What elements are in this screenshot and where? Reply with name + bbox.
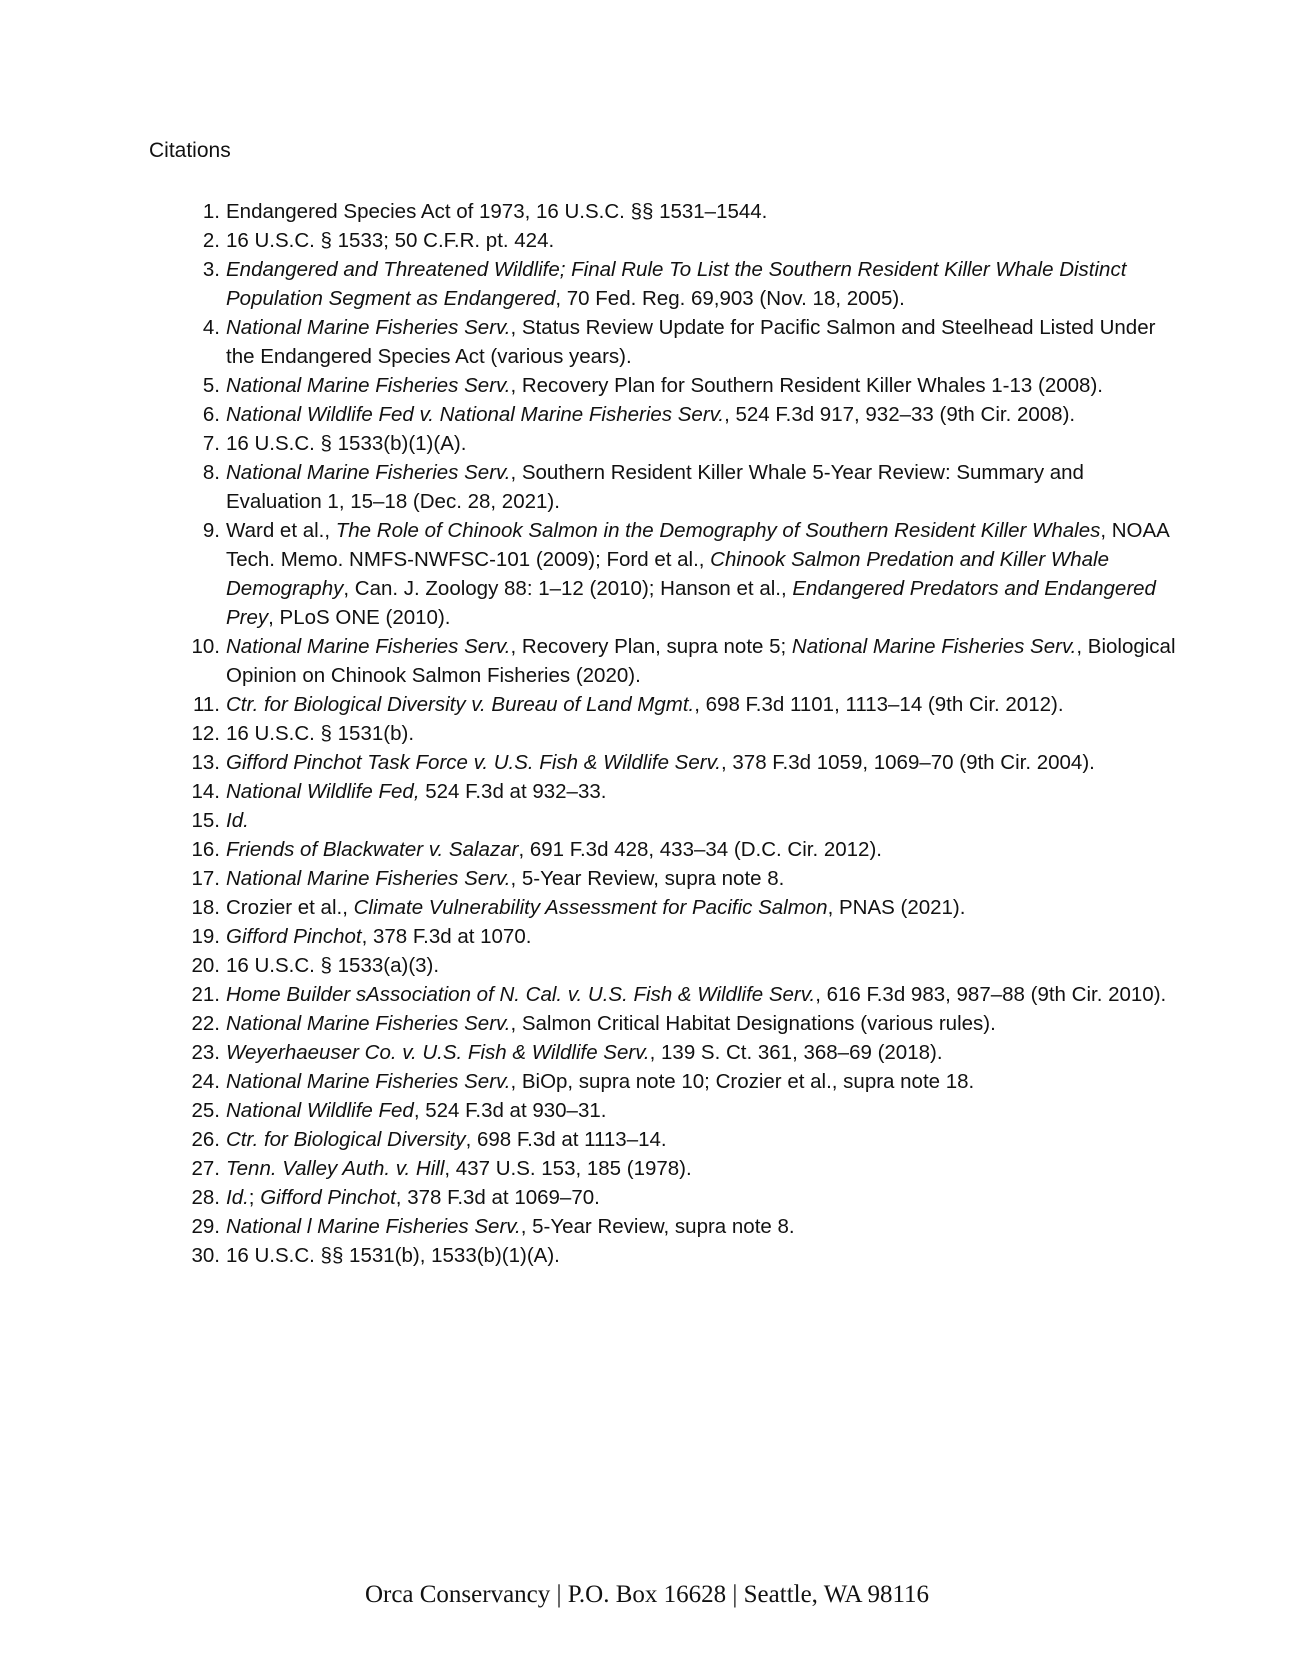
citation-number: 18 . <box>180 893 220 922</box>
citation-number: 10 . <box>180 632 220 661</box>
citation-text: 16 U.S.C. § 1533(b)(1)(A). <box>226 432 467 455</box>
citation-italic-text: National Marine Fisheries Serv. <box>226 316 511 339</box>
citation-text: , 698 F.3d at 1113–14. <box>465 1128 667 1151</box>
citation-item <box>180 197 1180 226</box>
citation-number: 27 . <box>180 1154 220 1183</box>
citation-italic-text: Endangered and Threatened Wildlife; Final Rule To List the Southern Resident Killer Whale Distinct Population Segment as Endangered <box>226 258 1127 310</box>
citation-text: , NOAA Tech. Memo. NMFS-NWFSC-101 (2009); Ford et al., <box>226 519 1169 571</box>
citation-text: , 698 F.3d 1101, 1113–14 (9th Cir. 2012). <box>694 693 1064 716</box>
citation-italic-text: Tenn. Valley Auth. v. Hill <box>226 1157 445 1180</box>
citation-italic-text: Climate Vulnerability Assessment for Pacific Salmon <box>353 896 828 919</box>
citation-item <box>180 806 1180 835</box>
citation-number: 7 . <box>180 429 220 458</box>
citation-text: Crozier et al., <box>226 896 354 919</box>
citation-text: , Recovery Plan for Southern Resident Killer Whales 1-13 (2008). <box>510 374 1103 397</box>
citation-number: 5 . <box>180 371 220 400</box>
citation-italic-text: National Wildlife Fed v. National Marine Fisheries Serv. <box>226 403 725 426</box>
citation-item <box>180 313 1180 371</box>
citation-item <box>180 1067 1180 1096</box>
citation-item <box>180 371 1180 400</box>
page-title: Citations <box>149 139 231 162</box>
citation-italic-text: National Marine Fisheries Serv. <box>226 1070 511 1093</box>
citation-italic-text: Ctr. for Biological Diversity v. Bureau of Land Mgmt. <box>226 693 695 716</box>
citation-italic-text: National Marine Fisheries Serv. <box>226 1012 511 1035</box>
citation-item <box>180 1154 1180 1183</box>
citation-italic-text: Chinook Salmon Predation and Killer Whale Demography <box>226 548 1109 600</box>
citation-list <box>180 197 1180 1270</box>
citation-text: , Biological Opinion on Chinook Salmon Fisheries (2020). <box>226 635 1176 687</box>
citation-item <box>180 1212 1180 1241</box>
citation-item <box>180 429 1180 458</box>
citation-text: 16 U.S.C. § 1531(b). <box>226 722 415 745</box>
citation-italic-text: The Role of Chinook Salmon in the Demography of Southern Resident Killer Whales <box>335 519 1101 542</box>
citation-item <box>180 980 1180 1009</box>
citation-number: 3 . <box>180 255 220 284</box>
citation-text: , 378 F.3d at 1070. <box>361 925 532 948</box>
citation-text: 524 F.3d at 932–33. <box>419 780 607 803</box>
citation-text: , Salmon Critical Habitat Designations (various rules). <box>510 1012 996 1035</box>
citation-italic-text: Gifford Pinchot <box>226 925 362 948</box>
citation-text: , 378 F.3d 1059, 1069–70 (9th Cir. 2004). <box>721 751 1095 774</box>
citation-number: 15 . <box>180 806 220 835</box>
citation-number: 23 . <box>180 1038 220 1067</box>
citation-item <box>180 748 1180 777</box>
citation-item <box>180 864 1180 893</box>
citation-number: 14 . <box>180 777 220 806</box>
citation-number: 24 . <box>180 1067 220 1096</box>
citation-text: , BiOp, supra note 10; Crozier et al., supra note 18. <box>510 1070 975 1093</box>
citation-italic-text: National Marine Fisheries Serv. <box>226 635 511 658</box>
citation-text: , 70 Fed. Reg. 69,903 (Nov. 18, 2005). <box>555 287 905 310</box>
citation-item <box>180 255 1180 313</box>
citation-italic-text: National Wildlife Fed, <box>226 780 420 803</box>
citation-italic-text: National Wildlife Fed <box>226 1099 414 1122</box>
citation-item <box>180 458 1180 516</box>
citation-italic-text: National Marine Fisheries Serv. <box>226 374 511 397</box>
citation-italic-text: National l Marine Fisheries Serv. <box>226 1215 521 1238</box>
citation-italic-text: Gifford Pinchot <box>260 1186 396 1209</box>
citation-number: 9 . <box>180 516 220 545</box>
citation-text: , 5-Year Review, supra note 8. <box>510 867 785 890</box>
citation-number: 2 . <box>180 226 220 255</box>
citation-number: 8 . <box>180 458 220 487</box>
citation-item <box>180 226 1180 255</box>
citation-text: , 139 S. Ct. 361, 368–69 (2018). <box>649 1041 943 1064</box>
citation-number: 29 . <box>180 1212 220 1241</box>
citation-text: , 378 F.3d at 1069–70. <box>395 1186 600 1209</box>
citation-item <box>180 777 1180 806</box>
citation-item <box>180 1096 1180 1125</box>
citation-item <box>180 632 1180 690</box>
citation-item <box>180 690 1180 719</box>
citation-number: 19 . <box>180 922 220 951</box>
citation-italic-text: National Marine Fisheries Serv. <box>791 635 1077 658</box>
citation-item <box>180 719 1180 748</box>
citation-number: 20 . <box>180 951 220 980</box>
citation-number: 22 . <box>180 1009 220 1038</box>
citation-italic-text: Endangered Predators and Endangered Prey <box>226 577 1156 629</box>
citation-text: , Status Review Update for Pacific Salmon and Steelhead Listed Under the Endangered Species Act (various years). <box>226 316 1156 368</box>
citation-number: 26 . <box>180 1125 220 1154</box>
citation-text: , 437 U.S. 153, 185 (1978). <box>444 1157 692 1180</box>
citation-text: , 524 F.3d at 930–31. <box>413 1099 607 1122</box>
citation-number: 13 . <box>180 748 220 777</box>
citation-number: 28 . <box>180 1183 220 1212</box>
citation-item <box>180 1183 1180 1212</box>
citation-text: Ward et al., <box>226 519 336 542</box>
citation-item <box>180 922 1180 951</box>
citation-text: , PLoS ONE (2010). <box>268 606 451 629</box>
citation-italic-text: Id. <box>226 1186 249 1209</box>
citation-item <box>180 835 1180 864</box>
citation-italic-text: Friends of Blackwater v. Salazar <box>226 838 519 861</box>
citation-italic-text: Home Builder sAssociation of N. Cal. v. U.S. Fish & Wildlife Serv. <box>226 983 816 1006</box>
citation-text: , 5-Year Review, supra note 8. <box>520 1215 795 1238</box>
citation-item <box>180 1125 1180 1154</box>
citation-text: 16 U.S.C. § 1533; 50 C.F.R. pt. 424. <box>226 229 555 252</box>
citation-text: , Can. J. Zoology 88: 1–12 (2010); Hanson et al., <box>343 577 793 600</box>
citation-number: 30 . <box>180 1241 220 1270</box>
citation-italic-text: National Marine Fisheries Serv. <box>226 461 511 484</box>
citation-text: , 691 F.3d 428, 433–34 (D.C. Cir. 2012). <box>518 838 882 861</box>
citation-text: 16 U.S.C. § 1533(a)(3). <box>226 954 440 977</box>
citation-text: , Southern Resident Killer Whale 5-Year Review: Summary and Evaluation 1, 15–18 (Dec. 28, 2021). <box>226 461 1084 513</box>
citation-number: 1 . <box>180 197 220 226</box>
citation-number: 17 . <box>180 864 220 893</box>
citation-item <box>180 1241 1180 1270</box>
citation-text: Endangered Species Act of 1973, 16 U.S.C. §§ 1531–1544. <box>226 200 768 223</box>
citation-item <box>180 951 1180 980</box>
citation-text: ; <box>248 1186 261 1209</box>
citation-number: 25 . <box>180 1096 220 1125</box>
citation-number: 6 . <box>180 400 220 429</box>
citation-number: 11 . <box>180 690 220 719</box>
citation-text: 16 U.S.C. §§ 1531(b), 1533(b)(1)(A). <box>226 1244 560 1267</box>
page-footer: Orca Conservancy | P.O. Box 16628 | Seattle, WA 98116 <box>364 1581 930 1608</box>
citation-italic-text: Gifford Pinchot Task Force v. U.S. Fish & Wildlife Serv. <box>226 751 722 774</box>
citation-number: 12 . <box>180 719 220 748</box>
citation-item <box>180 893 1180 922</box>
citation-text: , PNAS (2021). <box>827 896 966 919</box>
citation-text: , 616 F.3d 983, 987–88 (9th Cir. 2010). <box>815 983 1167 1006</box>
citation-number: 21 . <box>180 980 220 1009</box>
citation-item <box>180 1038 1180 1067</box>
citation-item <box>180 516 1180 632</box>
citation-number: 4 . <box>180 313 220 342</box>
citation-text: , Recovery Plan, supra note 5; <box>510 635 792 658</box>
citation-text: , 524 F.3d 917, 932–33 (9th Cir. 2008). <box>724 403 1076 426</box>
citation-item <box>180 400 1180 429</box>
citation-italic-text: Ctr. for Biological Diversity <box>226 1128 466 1151</box>
citation-item <box>180 1009 1180 1038</box>
citation-italic-text: Id. <box>226 809 249 832</box>
citation-italic-text: Weyerhaeuser Co. v. U.S. Fish & Wildlife Serv. <box>226 1041 650 1064</box>
citation-italic-text: National Marine Fisheries Serv. <box>226 867 511 890</box>
citation-number: 16 . <box>180 835 220 864</box>
